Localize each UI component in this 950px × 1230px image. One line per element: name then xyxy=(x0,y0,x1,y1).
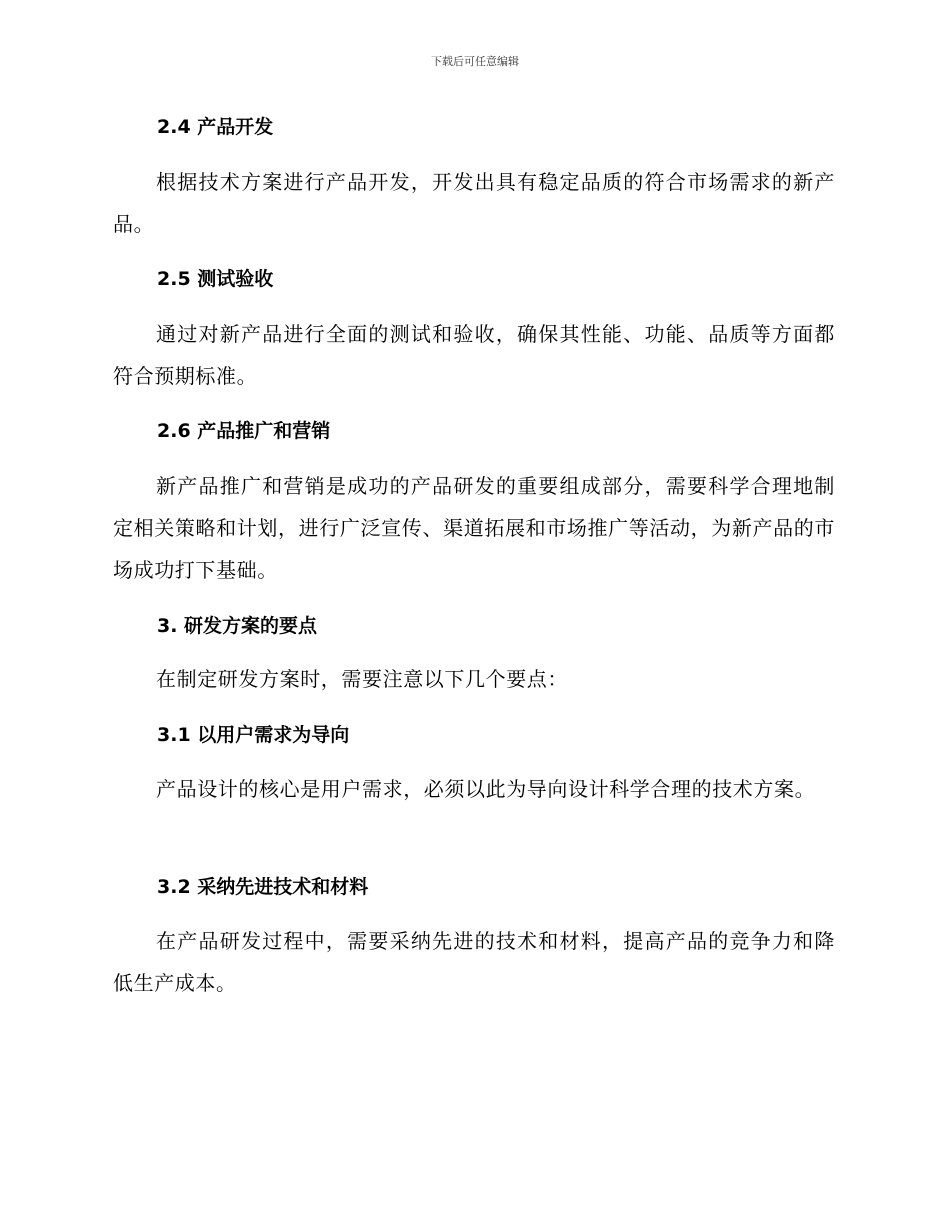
section-paragraph-3-1: 产品设计的核心是用户需求，必须以此为导向设计科学合理的技术方案。 xyxy=(156,777,816,801)
section-heading-2-4: 2.4 产品开发 xyxy=(157,116,274,138)
section-paragraph-2-5: 通过对新产品进行全面的测试和验收，确保其性能、功能、品质等方面都符合预期标准。 xyxy=(113,322,835,388)
section-paragraph-3-2: 在产品研发过程中，需要采纳先进的技术和材料，提高产品的竞争力和降低生产成本。 xyxy=(113,929,835,995)
section-heading-3-2: 3.2 采纳先进技术和材料 xyxy=(157,876,369,898)
section-heading-3: 3. 研发方案的要点 xyxy=(157,615,318,637)
section-heading-3-1: 3.1 以用户需求为导向 xyxy=(157,724,350,746)
section-paragraph-2-4: 根据技术方案进行产品开发，开发出具有稳定品质的符合市场需求的新产品。 xyxy=(113,170,835,236)
section-heading-2-6: 2.6 产品推广和营销 xyxy=(157,420,331,442)
page-header-note: 下载后可任意编辑 xyxy=(431,55,519,68)
section-paragraph-3: 在制定研发方案时，需要注意以下几个要点： xyxy=(156,667,568,691)
section-paragraph-2-6: 新产品推广和营销是成功的产品研发的重要组成部分，需要科学合理地制定相关策略和计划，进行广泛宣传、渠道拓展和市场推广等活动，为新产品的市场成功打下基础。 xyxy=(113,474,835,582)
section-heading-2-5: 2.5 测试验收 xyxy=(157,268,274,290)
